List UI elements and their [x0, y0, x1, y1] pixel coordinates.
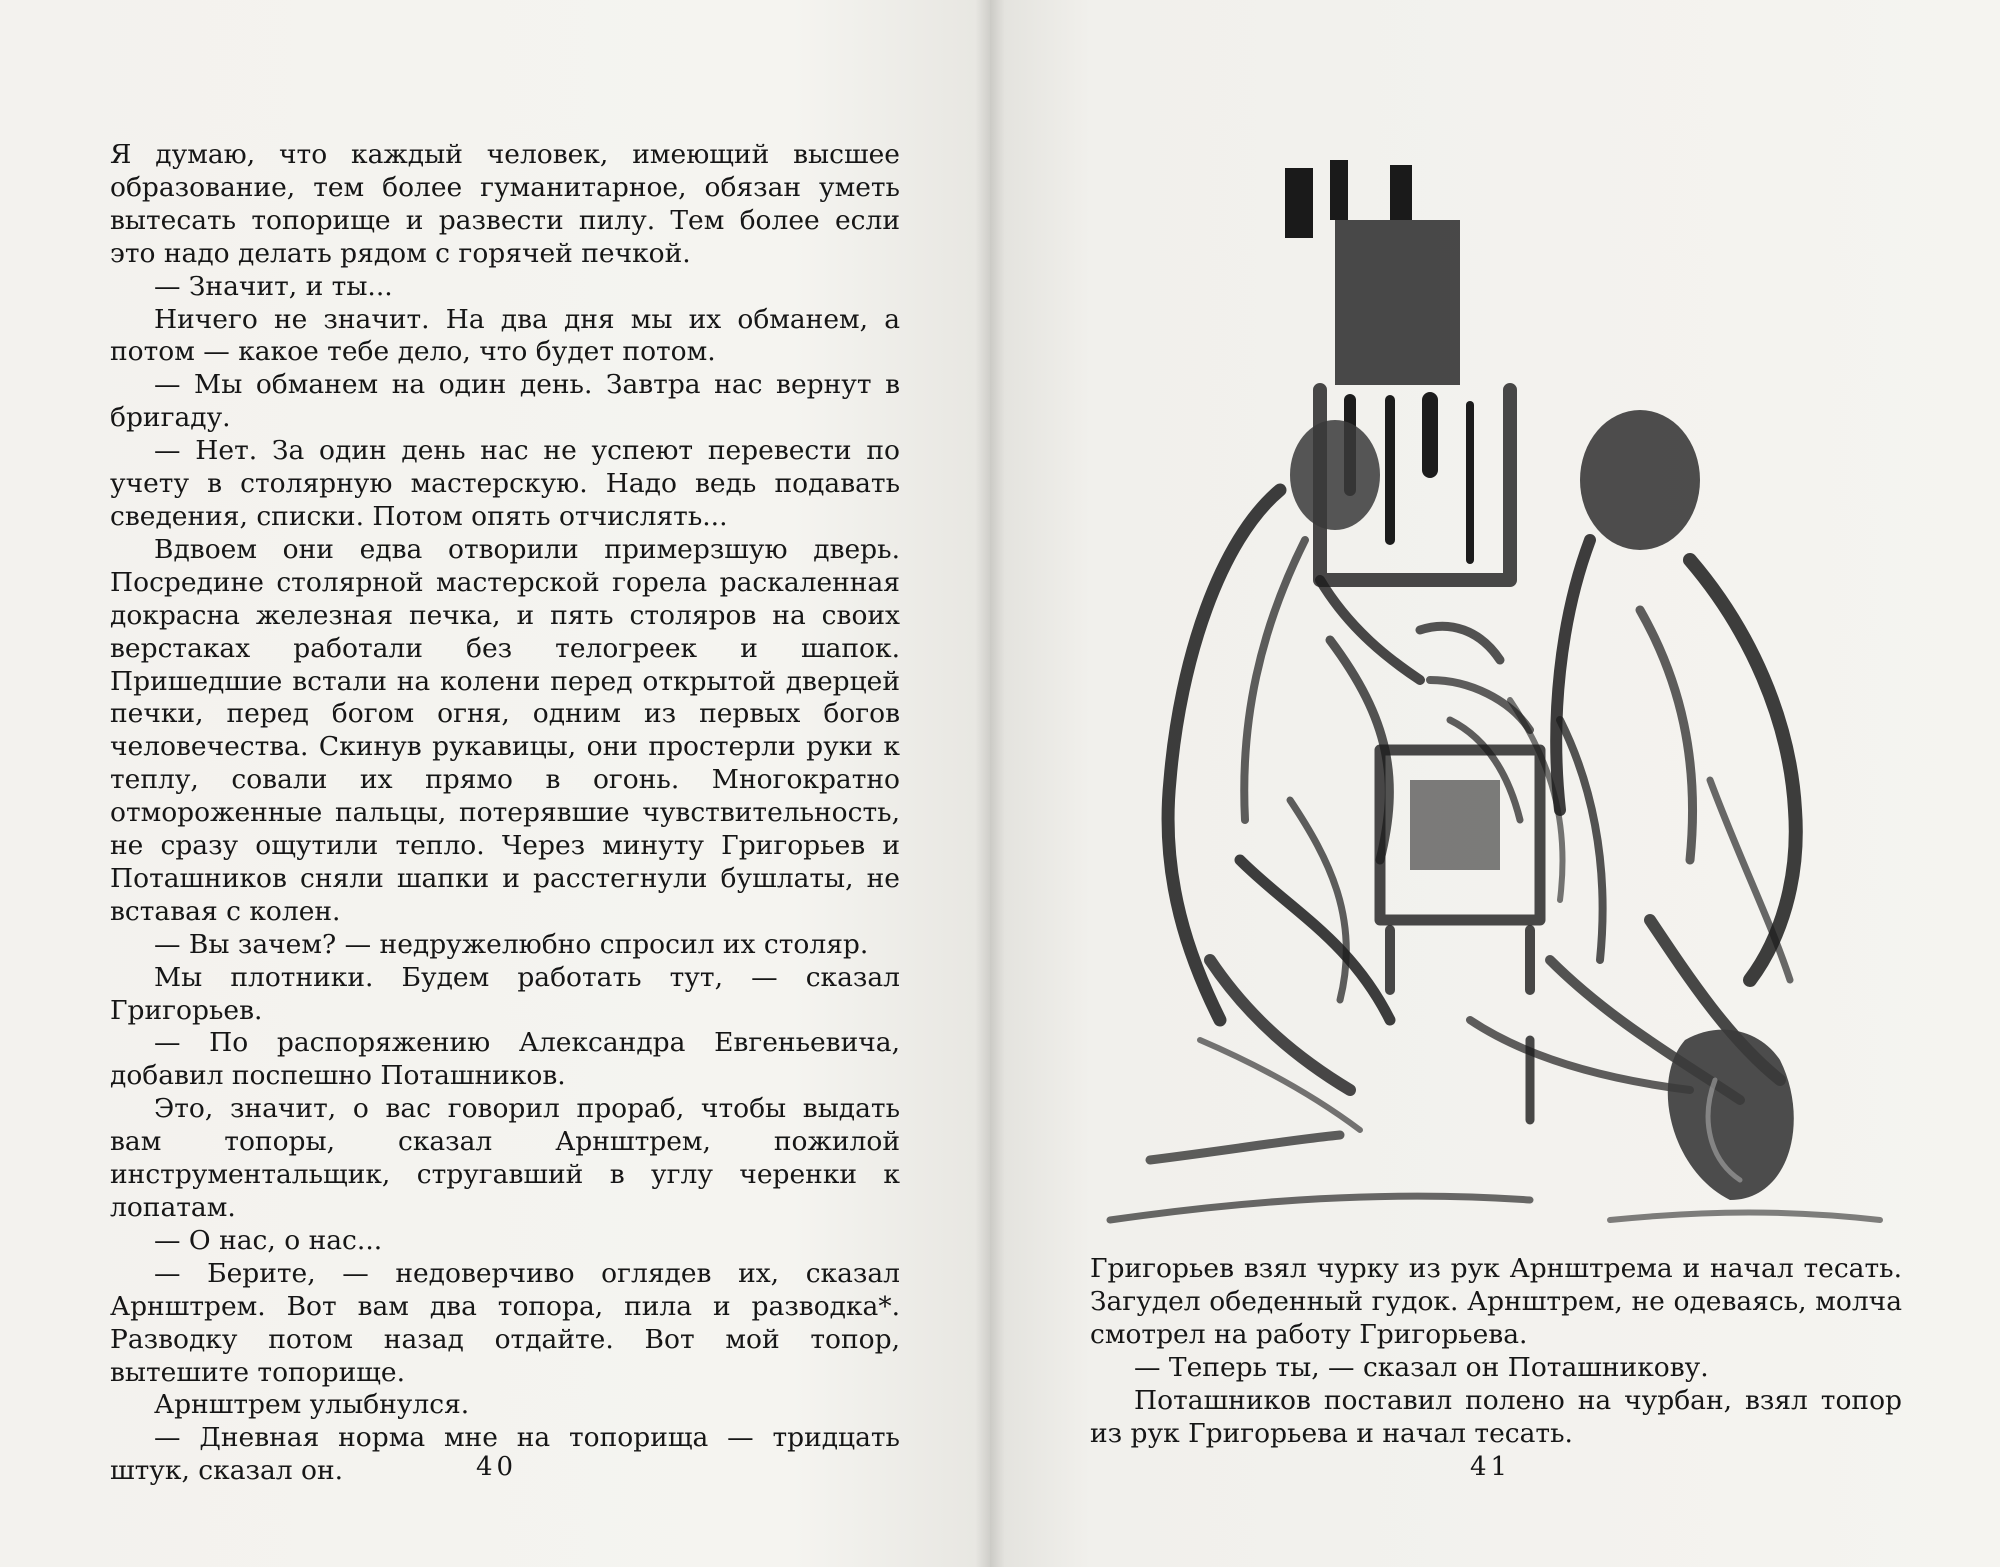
ink-illustration: [1090, 160, 1920, 1240]
paragraph: — Берите, — недоверчиво оглядев их, сказал Арнштрем. Вот вам два топора, пила и разводка*. Разводку потом назад отдайте. Вот мой топор, вытешите топорище.: [110, 1257, 900, 1388]
paragraph: Мы плотники. Будем работать тут, — сказал Григорьев.: [110, 961, 900, 1026]
book-gutter: [975, 0, 1005, 1567]
paragraph: Вдвоем они едва отворили примерзшую дверь. Посредине столярной мастерской горела раскаленная докрасна железная печка, и пять столяров на своих верстаках работали без телогреек и шапок. Пришедшие встали на колени перед открытой дверцей печки, перед богом огня, одним из первых богов человечества. Скинув рукавицы, они простерли руки к теплу, совали их прямо в огонь. Многократно отмороженные пальцы, потерявшие чувствительность, не сразу ощутили тепло. Через минуту Григорьев и Поташников сняли шапки и расстегнули бушлаты, не вставая с колен.: [110, 533, 900, 927]
paragraph: — Дневная норма мне на топорища — тридцать штук, сказал он.: [110, 1422, 900, 1487]
paragraph: — Нет. За один день нас не успеют перевести по учету в столярную мастерскую. Надо ведь подавать сведения, списки. Потом опять отчислять...: [110, 435, 900, 532]
paragraph: Ничего не значит. На два дня мы их обманем, а потом — какое тебе дело, что будет потом.: [110, 303, 900, 368]
paragraph: — Вы зачем? — недружелюбно спросил их столяр.: [154, 928, 869, 960]
paragraph: Поташников поставил полено на чурбан, взял топор из рук Григорьева и начал тесать.: [1090, 1384, 1902, 1449]
paragraph: — О нас, о нас...: [154, 1224, 383, 1256]
paragraph: Арнштрем улыбнулся.: [154, 1389, 470, 1421]
paragraph: — Мы обманем на один день. Завтра нас вернут в бригаду.: [110, 369, 900, 434]
paragraph: Я думаю, что каждый человек, имеющий высшее образование, тем более гуманитарное, обязан уметь вытесать топорище и развести пилу. Тем более если это надо делать рядом с горячей печкой.: [110, 139, 900, 269]
left-page-text: [110, 139, 900, 1488]
page-number-left: 40: [476, 1452, 518, 1482]
page-number-right: 41: [1470, 1452, 1512, 1482]
right-page-text: [1090, 1253, 1902, 1450]
paragraph: Григорьев взял чурку из рук Арнштрема и начал тесать. Загудел обеденный гудок. Арнштрем, не одеваясь, молча смотрел на работу Григорьева.: [1090, 1253, 1902, 1350]
paragraph: — Теперь ты, — сказал он Поташникову.: [1134, 1351, 1709, 1383]
paragraph: — Значит, и ты...: [154, 270, 393, 302]
paragraph: — По распоряжению Александра Евгеньевича, добавил поспешно Поташников.: [110, 1027, 900, 1092]
paragraph: Это, значит, о вас говорил прораб, чтобы выдать вам топоры, сказал Арнштрем, пожилой инструментальщик, стругавший в углу черенки к лопатам.: [110, 1093, 900, 1223]
